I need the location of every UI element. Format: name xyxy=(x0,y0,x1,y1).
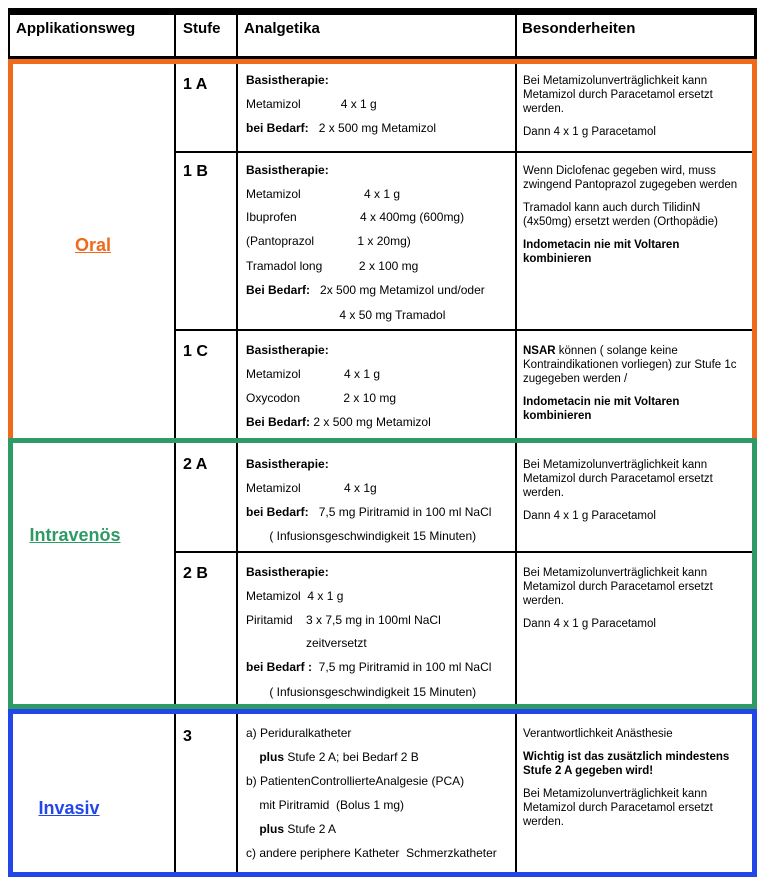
note-text: Bei Metamizolunverträglichkeit kann Metamizol durch Paracetamol ersetzt werden. xyxy=(523,459,713,499)
line-bold-part: plus xyxy=(246,750,285,764)
line: c) andere periphere Katheter Schmerzkatheter xyxy=(246,846,497,860)
note-text: Wichtig ist das zusätzlich mindestens Stufe 2 A gegeben wird! xyxy=(523,751,730,777)
note-text: Verantwortlichkeit Anästhesie xyxy=(523,728,673,740)
line: Basistherapie: xyxy=(246,163,329,177)
line: Tramadol long 2 x 100 mg xyxy=(246,259,419,273)
line: mit Piritramid (Bolus 1 mg) xyxy=(246,798,405,812)
stage-3: 3 xyxy=(183,728,192,745)
stage-1c: 1 C xyxy=(183,343,208,360)
line-rest: 7,5 mg Piritramid in 100 ml NaCl xyxy=(312,660,492,674)
line-rest: 2x 500 mg Metamizol und/oder xyxy=(310,283,485,297)
line-rest: 2 x 500 mg Metamizol xyxy=(308,121,437,135)
line: Ibuprofen 4 x 400mg (600mg) xyxy=(246,210,465,224)
line-bold-part: bei Bedarf : xyxy=(246,660,313,674)
stage-2b: 2 B xyxy=(183,565,208,582)
line: 4 x 50 mg Tramadol xyxy=(246,308,446,322)
notes-cell-1a xyxy=(523,74,745,148)
note-text: Bei Metamizolunverträglichkeit kann Metamizol durch Paracetamol ersetzt werden. xyxy=(523,75,713,115)
line: Piritamid 3 x 7,5 mg in 100ml NaCl xyxy=(246,613,441,627)
line-bold-part: Bei Bedarf: xyxy=(246,283,311,297)
notes-cell-3 xyxy=(523,727,745,838)
note-text: Tramadol kann auch durch TilidinN (4x50mg) ersetzt werden (Orthopädie) xyxy=(523,202,718,228)
line xyxy=(246,122,436,134)
line-bold-part: bei Bedarf: xyxy=(246,121,309,135)
line-bold-part: Bei Bedarf: xyxy=(246,415,311,429)
line: Oxycodon 2 x 10 mg xyxy=(246,391,397,405)
line: (Pantoprazol 1 x 20mg) xyxy=(246,234,411,248)
route-label-iv: Intravenös xyxy=(29,525,121,545)
note-text: NSAR können ( solange keine Kontraindikationen vorliegen) zur Stufe 1c zugegeben werden / xyxy=(523,345,737,385)
line: Metamizol 4 x 1 g xyxy=(246,367,381,381)
note-text: Dann 4 x 1 g Paracetamol xyxy=(523,618,656,630)
line xyxy=(246,661,491,673)
line-rest: Stufe 2 A xyxy=(284,822,337,836)
line: Metamizol 4 x 1 g xyxy=(246,187,401,201)
notes-cell-1b xyxy=(523,164,745,275)
line xyxy=(246,751,419,763)
line xyxy=(246,823,336,835)
stage-1a: 1 A xyxy=(183,76,208,93)
header-right-border xyxy=(754,8,757,60)
note-text: Bei Metamizolunverträglichkeit kann Metamizol durch Paracetamol ersetzt werden. xyxy=(523,788,713,828)
notes-cell-2a xyxy=(523,458,745,532)
header-left-border xyxy=(8,8,10,60)
line-rest: 7,5 mg Piritramid in 100 ml NaCl xyxy=(308,505,492,519)
line-bold-part: bei Bedarf: xyxy=(246,505,309,519)
line xyxy=(246,506,491,518)
stage-2a: 2 A xyxy=(183,456,208,473)
line: ( Infusionsgeschwindigkeit 15 Minuten) xyxy=(246,685,477,699)
line: Basistherapie: xyxy=(246,73,329,87)
notes-cell-1c xyxy=(523,344,745,432)
note-text: Wenn Diclofenac gegeben wird, muss zwingend Pantoprazol zugegeben werden xyxy=(523,165,738,191)
line-rest: Stufe 2 A; bei Bedarf 2 B xyxy=(284,750,419,764)
line xyxy=(246,284,485,296)
line: zeitversetzt xyxy=(246,636,367,650)
header-route: Applikationsweg xyxy=(16,20,136,37)
note-text: Indometacin nie mit Voltaren kombinieren xyxy=(523,396,680,422)
line: a) Periduralkatheter xyxy=(246,726,352,740)
line: Metamizol 4 x 1 g xyxy=(246,97,377,111)
stage-1b: 1 B xyxy=(183,163,208,180)
header-stage: Stufe xyxy=(183,20,221,37)
note-text: Indometacin nie mit Voltaren kombinieren xyxy=(523,239,680,265)
note-bold-prefix: NSAR xyxy=(523,345,556,357)
route-label-invasive: Invasiv xyxy=(38,798,100,818)
line-bold-part: plus xyxy=(246,822,285,836)
header-analgesics: Analgetika xyxy=(244,20,320,37)
header-notes: Besonderheiten xyxy=(522,20,636,37)
line: Metamizol 4 x 1g xyxy=(246,481,377,495)
route-label-oral: Oral xyxy=(74,235,112,255)
line xyxy=(246,416,431,428)
line: Basistherapie: xyxy=(246,457,329,471)
line: ( Infusionsgeschwindigkeit 15 Minuten) xyxy=(246,529,477,543)
note-text: Bei Metamizolunverträglichkeit kann Metamizol durch Paracetamol ersetzt werden. xyxy=(523,567,713,607)
line: Basistherapie: xyxy=(246,565,329,579)
line-rest: 2 x 500 mg Metamizol xyxy=(310,415,431,429)
note-text: Dann 4 x 1 g Paracetamol xyxy=(523,510,656,522)
line: Basistherapie: xyxy=(246,343,329,357)
note-text: Dann 4 x 1 g Paracetamol xyxy=(523,126,656,138)
line: Metamizol 4 x 1 g xyxy=(246,589,344,603)
notes-cell-2b xyxy=(523,566,745,640)
line: b) PatientenControllierteAnalgesie (PCA) xyxy=(246,774,465,788)
